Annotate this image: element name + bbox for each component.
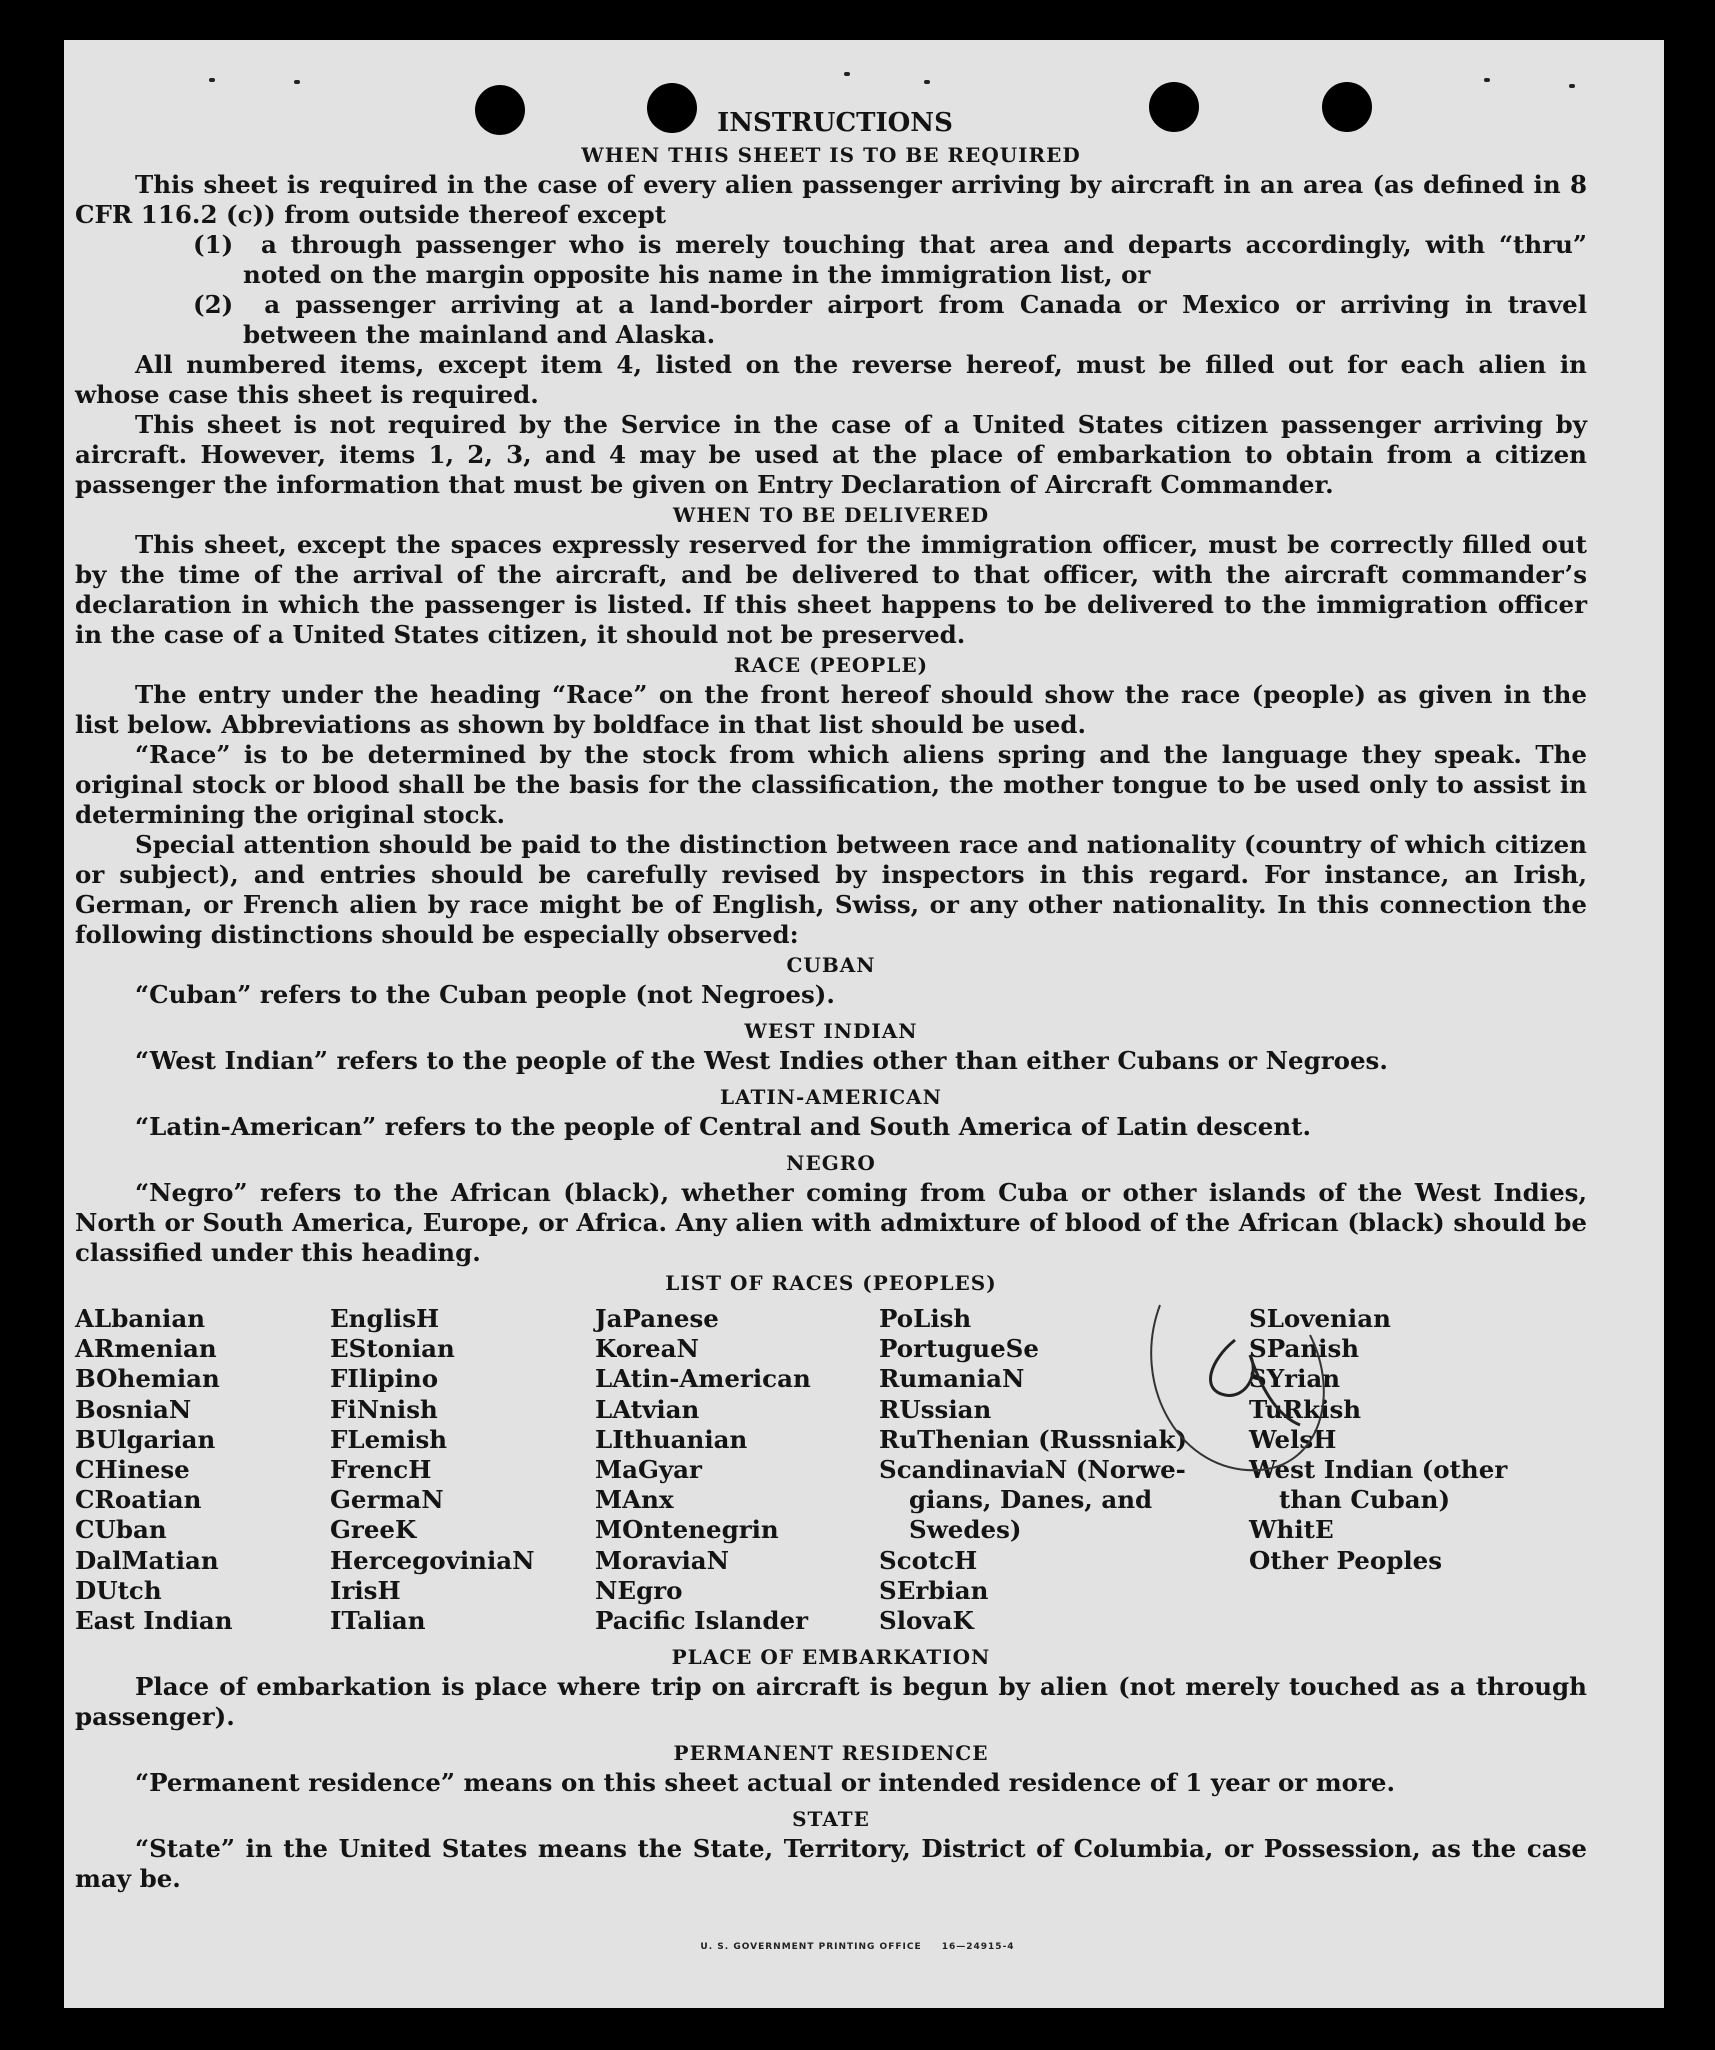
race-item: GermaN	[330, 1485, 444, 1515]
race-item: SErbian	[879, 1575, 989, 1605]
race-item: CHinese	[75, 1455, 190, 1485]
race-item: BOhemian	[75, 1364, 220, 1394]
race-column	[75, 1304, 330, 1636]
race-item: PoLish	[879, 1304, 972, 1333]
section-heading: WHEN THIS SHEET IS TO BE REQUIRED	[581, 143, 1081, 167]
race-item-continued: Swedes)	[909, 1515, 1022, 1545]
paragraph: “Latin-American” refers to the people of Central and South America of Latin descent.	[135, 1112, 1311, 1141]
paragraph: Place of embarkation is place where trip on aircraft is begun by alien (not merely touched as a through passenger).	[75, 1672, 1587, 1732]
race-item: FLemish	[330, 1424, 448, 1454]
race-item: SLovenian	[1249, 1304, 1391, 1333]
paragraph: This sheet is required in the case of every alien passenger arriving by aircraft in an area (as defined in 8 CFR 116.2 (c)) from outside thereof except	[75, 170, 1587, 229]
race-item: GreeK	[330, 1515, 417, 1545]
ink-speck	[209, 78, 215, 82]
race-item: EnglisH	[330, 1304, 440, 1333]
instructions-body	[75, 108, 1587, 1894]
page-title: INSTRUCTIONS	[717, 108, 953, 138]
race-list	[75, 1304, 1587, 1636]
section-heading: NEGRO	[786, 1151, 876, 1175]
race-item: MaGyar	[595, 1455, 702, 1485]
race-item: RUssian	[879, 1394, 992, 1424]
paragraph: “State” in the United States means the State, Territory, District of Columbia, or Possession, as the case may be.	[75, 1834, 1587, 1894]
race-item: PortugueSe	[879, 1334, 1039, 1364]
race-item: ScandinaviaN (Norwe-	[879, 1455, 1186, 1485]
ink-speck	[294, 80, 300, 84]
race-item: SPanish	[1249, 1334, 1360, 1364]
paragraph: All numbered items, except item 4, listed on the reverse hereof, must be filled out for each alien in whose case this sheet is required.	[75, 350, 1587, 409]
race-item-continued: than Cuban)	[1279, 1485, 1451, 1515]
item-text: a passenger arriving at a land-border airport from Canada or Mexico or arriving in travel between the mainland and Alaska.	[243, 290, 1588, 349]
handwritten-circle-mark	[1140, 1275, 1340, 1485]
race-item: ARmenian	[75, 1334, 217, 1364]
race-item: BUlgarian	[75, 1424, 216, 1454]
race-item: KoreaN	[595, 1334, 699, 1364]
paragraph: Special attention should be paid to the distinction between race and nationality (country of which citizen or subject), and entries should be carefully revised by inspectors in this regard. For instance, an Irish, German, or French alien by race might be of English, Swiss, or any other nationality. In this connection the following distinctions should be especially observed:	[75, 830, 1587, 949]
race-item: FIlipino	[330, 1364, 439, 1394]
race-item: TuRkish	[1249, 1394, 1362, 1424]
race-item: JaPanese	[595, 1304, 719, 1333]
section-heading: WHEN TO BE DELIVERED	[672, 503, 990, 527]
race-item: IrisH	[330, 1575, 401, 1605]
item-number: (2)	[193, 290, 234, 319]
race-item: DalMatian	[75, 1545, 219, 1575]
race-item: WelsH	[1249, 1424, 1337, 1454]
ink-speck	[844, 72, 850, 76]
race-item: MAnx	[595, 1485, 674, 1515]
paragraph: “Permanent residence” means on this sheet actual or intended residence of 1 year or more.	[135, 1768, 1396, 1798]
race-item: Other Peoples	[1249, 1545, 1443, 1575]
race-column	[330, 1304, 595, 1636]
section-heading: PLACE OF EMBARKATION	[671, 1645, 991, 1670]
race-item: ScotcH	[879, 1545, 978, 1575]
ink-speck	[1484, 78, 1490, 82]
paragraph: This sheet, except the spaces expressly reserved for the immigration officer, must be correctly filled out by the time of the arrival of the aircraft, and be delivered to that officer, with the aircraft commander’s declaration in which the passenger is listed. If this sheet happens to be delivered to the immigration officer in the case of a United States citizen, it should not be preserved.	[75, 530, 1587, 649]
section-heading: WEST INDIAN	[744, 1019, 918, 1043]
section-heading: RACE (PEOPLE)	[733, 653, 929, 677]
race-item: Pacific Islander	[595, 1606, 808, 1636]
race-item: WhitE	[1249, 1515, 1334, 1545]
section-heading: STATE	[792, 1807, 870, 1832]
race-item: FiNnish	[330, 1394, 438, 1424]
race-item: CRoatian	[75, 1485, 202, 1515]
race-item: LAtin-American	[595, 1364, 811, 1394]
section-heading: PERMANENT RESIDENCE	[673, 1741, 989, 1766]
printer-imprint	[0, 1942, 1715, 1952]
race-item: RuThenian (Russniak)	[879, 1424, 1188, 1454]
ink-speck	[924, 80, 930, 84]
paragraph: This sheet is not required by the Service in the case of a United States citizen passenger arriving by aircraft. However, items 1, 2, 3, and 4 may be used at the place of embarkation to obtain from a citizen passenger the information that must be given on Entry Declaration of Aircraft Commander.	[75, 410, 1587, 499]
paragraph: “West Indian” refers to the people of the West Indies other than either Cubans or Negroes.	[135, 1046, 1388, 1075]
form-code: 16—24915-4	[941, 1942, 1015, 1952]
race-item: MOntenegrin	[595, 1515, 779, 1545]
race-item: BosniaN	[75, 1394, 192, 1424]
section-heading: LATIN-AMERICAN	[720, 1085, 942, 1109]
paragraph: “Negro” refers to the African (black), whether coming from Cuba or other islands of the West Indies, North or South America, Europe, or Africa. Any alien with admixture of blood of the African (black) should be classified under this heading.	[75, 1178, 1587, 1267]
section-heading: LIST OF RACES (PEOPLES)	[665, 1271, 997, 1295]
race-item: NEgro	[595, 1575, 683, 1605]
race-item: MoraviaN	[595, 1545, 730, 1575]
race-item: SYrian	[1249, 1364, 1341, 1394]
section-heading: CUBAN	[786, 953, 876, 977]
race-item: CUban	[75, 1515, 167, 1545]
race-item: East Indian	[75, 1606, 233, 1636]
race-item: West Indian (other	[1249, 1455, 1508, 1485]
race-item: LAtvian	[595, 1394, 700, 1424]
race-column	[595, 1304, 879, 1636]
race-item: RumaniaN	[879, 1364, 1025, 1394]
race-item: ITalian	[330, 1606, 426, 1636]
paragraph: The entry under the heading “Race” on the front hereof should show the race (people) as given in the list below. Abbreviations as shown by boldface in that list should be used.	[75, 680, 1587, 739]
race-item: FrencH	[330, 1455, 432, 1485]
race-item: HercegoviniaN	[330, 1545, 535, 1575]
paragraph: “Race” is to be determined by the stock from which aliens spring and the language they speak. The original stock or blood shall be the basis for the classification, the mother tongue to be used only to assist in determining the original stock.	[75, 740, 1587, 829]
race-item-continued: gians, Danes, and	[909, 1485, 1153, 1515]
item-text: a through passenger who is merely touching that area and departs accordingly, with “thru” noted on the margin opposite his name in the immigration list, or	[243, 230, 1588, 289]
race-item: ALbanian	[75, 1304, 206, 1333]
exception-item	[75, 230, 1587, 290]
race-item: LIthuanian	[595, 1424, 748, 1454]
exception-item	[75, 290, 1587, 350]
paragraph: “Cuban” refers to the Cuban people (not Negroes).	[135, 980, 835, 1009]
item-number: (1)	[193, 230, 234, 259]
printer-name: U. S. GOVERNMENT PRINTING OFFICE	[700, 1942, 922, 1952]
ink-speck	[1569, 84, 1575, 88]
race-item: SlovaK	[879, 1606, 974, 1636]
race-item: DUtch	[75, 1575, 162, 1605]
race-item: EStonian	[330, 1334, 455, 1364]
